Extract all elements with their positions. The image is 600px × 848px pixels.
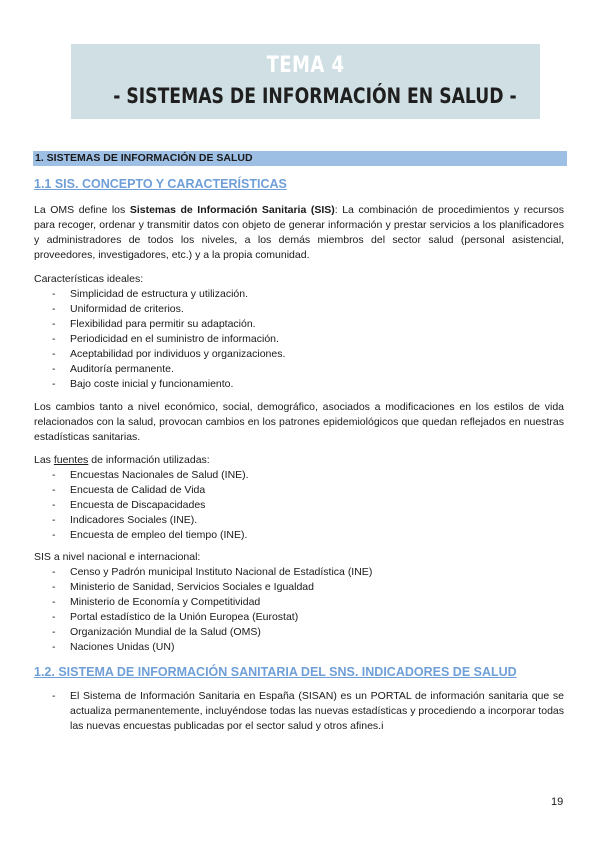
- list-item: - Aceptabilidad por individuos y organizaciones.: [34, 347, 285, 362]
- list-item: - Bajo coste inicial y funcionamiento.: [34, 377, 285, 392]
- definition-term: Sistemas de Información Sanitaria (SIS): [129, 204, 335, 216]
- page-number: 19: [551, 796, 564, 808]
- list-item: - Encuesta de Calidad de Vida: [34, 483, 249, 498]
- chapter-subtitle: - SISTEMAS DE INFORMACIÓN EN SALUD -: [113, 84, 517, 108]
- sources-label: Las fuentes de información utilizadas:: [34, 454, 210, 466]
- sources-list: [34, 468, 249, 543]
- list-item: - Portal estadístico de la Unión Europea (Eurostat): [34, 610, 372, 625]
- list-item: - Encuesta de empleo del tiempo (INE).: [34, 528, 249, 543]
- list-item: - Encuesta de Discapacidades: [34, 498, 249, 513]
- title-box: [71, 44, 540, 119]
- list-item: - Ministerio de Economía y Competitividad: [34, 595, 372, 610]
- list-item: - Auditoría permanente.: [34, 362, 285, 377]
- sis-list: [34, 565, 372, 655]
- section-heading-1: 1. SISTEMAS DE INFORMACIÓN DE SALUD: [33, 151, 567, 166]
- characteristics-label: Características ideales:: [34, 273, 144, 285]
- subsection-heading-1-2: 1.2. SISTEMA DE INFORMACIÓN SANITARIA DEL SNS. INDICADORES DE SALUD: [34, 665, 517, 679]
- list-item: - Censo y Padrón municipal Instituto Nacional de Estadística (INE): [34, 565, 372, 580]
- list-item: - Simplicidad de estructura y utilización.: [34, 287, 285, 302]
- chapter-title: TEMA 4: [266, 53, 345, 78]
- sisan-bullet: El Sistema de Información Sanitaria en España (SISAN) es un PORTAL de información sanitaria que se actualiza permanentemente, incluyéndose todas las nuevas estadísticas y procediendo a incorporar todas las nuevas encuestas publicadas por el sector salud y otros afines.i: [70, 690, 564, 732]
- characteristics-list: [34, 287, 285, 392]
- bullet-dash: -: [52, 690, 56, 702]
- list-item: - Encuestas Nacionales de Salud (INE).: [34, 468, 249, 483]
- list-item: - Periodicidad en el suministro de información.: [34, 332, 285, 347]
- list-item: - Uniformidad de criterios.: [34, 302, 285, 317]
- subsection-heading-1-1: 1.1 SIS. CONCEPTO Y CARACTERÍSTICAS: [34, 177, 287, 191]
- list-item: - Organización Mundial de la Salud (OMS): [34, 625, 372, 640]
- list-item: - Naciones Unidas (UN): [34, 640, 372, 655]
- list-item: - Flexibilidad para permitir su adaptación.: [34, 317, 285, 332]
- list-item: - Indicadores Sociales (INE).: [34, 513, 249, 528]
- changes-paragraph: Los cambios tanto a nivel económico, social, demográfico, asociados a modificaciones en los estilos de vida relacionados con la salud, provocan cambios en los patrones epidemiológicos que quedan reflejados en nuestras estadísticas sanitarias.: [34, 401, 564, 443]
- list-item: - Ministerio de Sanidad, Servicios Sociales e Igualdad: [34, 580, 372, 595]
- sis-label: SIS a nivel nacional e internacional:: [34, 551, 201, 563]
- definition-paragraph: La OMS define los Sistemas de Información Sanitaria (SIS): La combinación de procedimientos y recursos para recoger, ordenar y transmitir datos con objeto de generar información y prestar servicios a los planificadores y administradores de todos los niveles, a los demás miembros del sector salud (personal asistencial, proveedores, investigadores, etc.) y a la propia comunidad.: [34, 204, 564, 261]
